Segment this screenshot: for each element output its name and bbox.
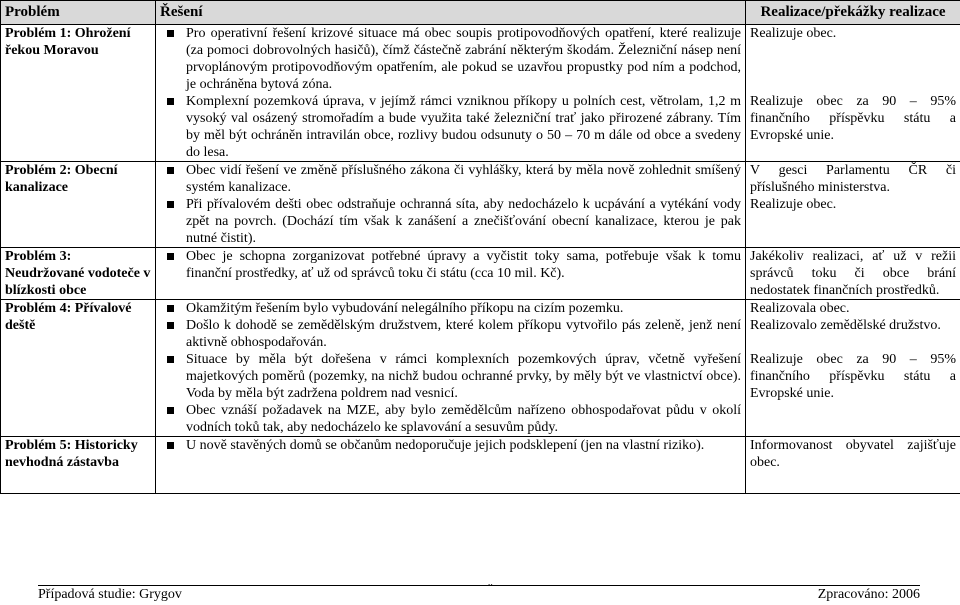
realization-cell (746, 402, 960, 437)
realization-cell: Jakékoliv realizaci, ať už v režii správců toku či obce brání nedostatek finančních prostředků. (746, 248, 960, 300)
bullet-icon (167, 407, 174, 414)
footer-mark: ¨ (488, 582, 493, 597)
problem-cell: Problém 3: Neudržované vodoteče v blízkosti obce (1, 248, 156, 300)
realization-cell: Realizuje obec. (746, 196, 960, 248)
solution-text: U nově stavěných domů se občanům nedoporučuje jejich podsklepení (jen na vlastní riziko). (186, 438, 705, 453)
problem-cell: Problém 4: Přívalové deště (1, 300, 156, 437)
table-row (1, 162, 960, 197)
table-row (1, 25, 960, 94)
bullet-icon (167, 322, 174, 329)
footer-processed: Zpracováno: 2006 (817, 587, 920, 602)
realization-cell: V gesci Parlamentu ČR či příslušného ministerstva. (746, 162, 960, 197)
footer-case-study: Případová studie: Grygov (38, 587, 182, 602)
table-row (1, 248, 960, 300)
page-footer (38, 582, 920, 605)
solution-text: Obec vznáší požadavek na MZE, aby bylo zemědělcům nařízeno obhospodařovat půdu v okolí vodních toků tak, aby nedocházelo ke splavování a sesuvům půdy. (186, 403, 741, 435)
solution-text: Komplexní pozemková úprava, v jejímž rámci vzniknou příkopy u polních cest, větrolam, 1,2 m vysoký val osázený stromořadím a bude využita také železniční trať jako přirozené zábrany. Tím by měl být ochráněn intravilán obce, rozlivy budou odsunuty o 50 – 70 m dále od obce a svedeny do lesa. (186, 94, 741, 160)
solution-text: Obec vidí řešení ve změně příslušného zákona či vyhlášky, která by měla nově zohlednit smíšený systém kanalizace. (186, 163, 741, 195)
table-row (1, 300, 960, 318)
table-row (1, 437, 960, 494)
header-realization: Realizace/překážky realizace (746, 1, 960, 25)
problem-cell: Problém 1: Ohrožení řekou Moravou (1, 25, 156, 162)
bullet-icon (167, 253, 174, 260)
bullet-icon (167, 167, 174, 174)
solution-text: Došlo k dohodě se zemědělským družstvem, které kolem příkopu vytvořilo pás zeleně, jenž není aktivně obhospodařován. (186, 318, 741, 350)
header-problem: Problém (1, 1, 156, 25)
solution-text: Situace by měla být dořešena v rámci komplexních pozemkových úprav, včetně vyřešení majetkových poměrů (pozemky, na nichž budou ochranné prvky, by měly být ve vlastnictví obce). Voda by měla být zadržena poldrem nad vesnicí. (186, 352, 741, 401)
realization-cell: Informovanost obyvatel zajišťuje obec. (746, 437, 960, 494)
realization-cell: Realizuje obec. (746, 25, 960, 94)
bullet-icon (167, 98, 174, 105)
bullet-icon (167, 30, 174, 37)
realization-cell: Realizovala obec. (746, 300, 960, 318)
realization-cell: Realizuje obec za 90 – 95% finančního příspěvku státu a Evropské unie. (746, 93, 960, 162)
header-solution: Řešení (156, 1, 746, 25)
bullet-icon (167, 442, 174, 449)
solution-text: Obec je schopna zorganizovat potřebné úpravy a vyčistit toky sama, potřebuje však k tomu finanční prostředky, ať už od správců toku či státu (cca 10 mil. Kč). (186, 249, 741, 281)
problem-cell: Problém 5: Historicky nevhodná zástavba (1, 437, 156, 494)
bullet-icon (167, 356, 174, 363)
realization-cell: Realizovalo zemědělské družstvo. (746, 317, 960, 351)
bullet-icon (167, 201, 174, 208)
problem-cell: Problém 2: Obecní kanalizace (1, 162, 156, 248)
solution-text: Při přívalovém dešti obec odstraňuje ochranná síta, aby nedocházelo k ucpávání a vytékání vody zpět na povrch. (Dochází tím však k zanášení a znečišťování obecní kanalizace, kterou je pak nutné čistit). (186, 197, 741, 246)
realization-cell: Realizuje obec za 90 – 95% finančního příspěvku státu a Evropské unie. (746, 351, 960, 402)
solution-text: Okamžitým řešením bylo vybudování nelegálního příkopu na cizím pozemku. (186, 301, 624, 316)
solution-text: Pro operativní řešení krizové situace má obec soupis protipovodňových opatření, které realizuje (za pomoci dobrovolných hasičů), čímž částečně zabrání některým škodám. Železniční násep není prvoplánovým protipovodňovým opatřením, ale pokud se uzavřou propustky pod ním a podchod, je ochráněna bytová zóna. (186, 26, 741, 92)
bullet-icon (167, 305, 174, 312)
